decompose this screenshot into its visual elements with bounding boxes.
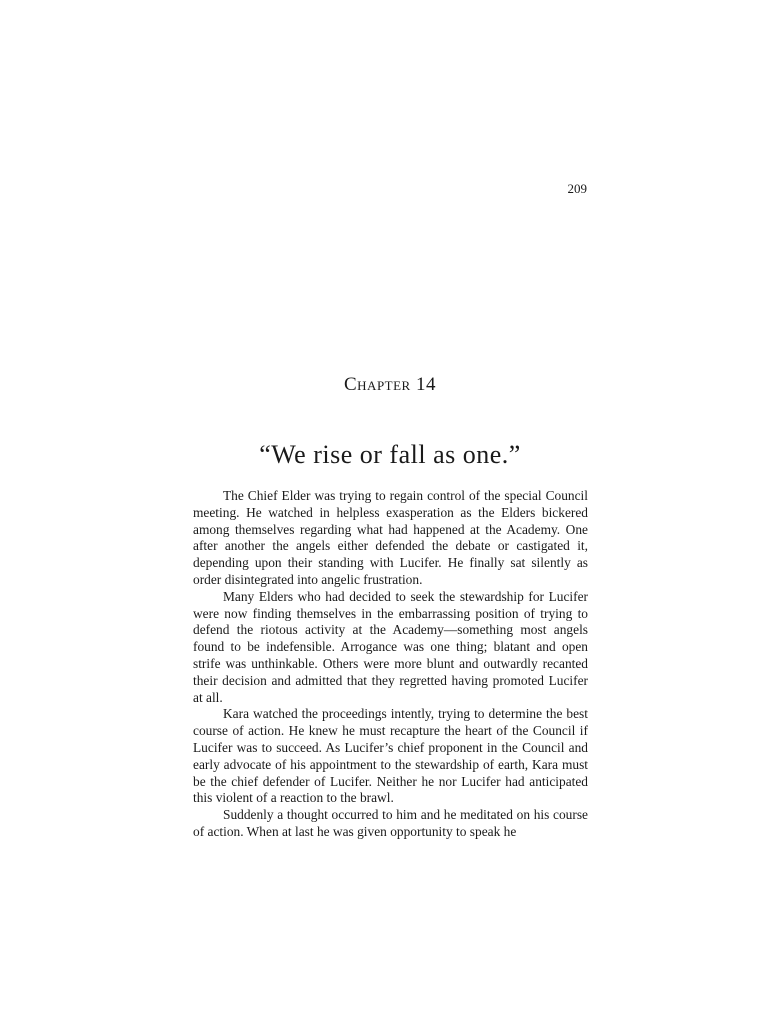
chapter-heading: [0, 374, 768, 396]
paragraph: The Chief Elder was trying to regain control of the special Council meeting. He watched in helpless exasperation as the Elders bickered among themselves regarding what had happened at the Academy. One after another the angels either defended the debate or castigated it, depending upon their standing with Lucifer. He finally sat silently as order disintegrated into angelic frustration.: [193, 488, 588, 587]
body-text: [193, 488, 588, 841]
paragraph: Kara watched the proceedings intently, trying to determine the best course of action. He knew he must recapture the heart of the Council if Lucifer was to succeed. As Lucifer’s chief proponent in the Council and early advocate of his appointment to the stewardship of earth, Kara must be the chief defender of Lucifer. Neither he nor Lucifer had anticipated this violent of a reaction to the brawl.: [193, 706, 588, 806]
paragraph: Many Elders who had decided to seek the stewardship for Lucifer were now finding themselves in the embarrassing position of trying to defend the riotous activity at the Academy—something most angels found to be indefensible. Arrogance was one thing; blatant and open strife was unthinkable. Others were more blunt and outwardly recanted their decision and admitted that they regretted having promoted Lucifer at all.: [193, 588, 588, 705]
page-number: 209: [567, 181, 587, 196]
chapter-word: Chapter: [344, 374, 411, 395]
chapter-epigraph: “We rise or fall as one.”: [259, 440, 521, 469]
paragraph: Suddenly a thought occurred to him and he meditated on his course of action. When at last he was given opportunity to speak he: [193, 807, 588, 839]
chapter-number: 14: [415, 374, 436, 395]
